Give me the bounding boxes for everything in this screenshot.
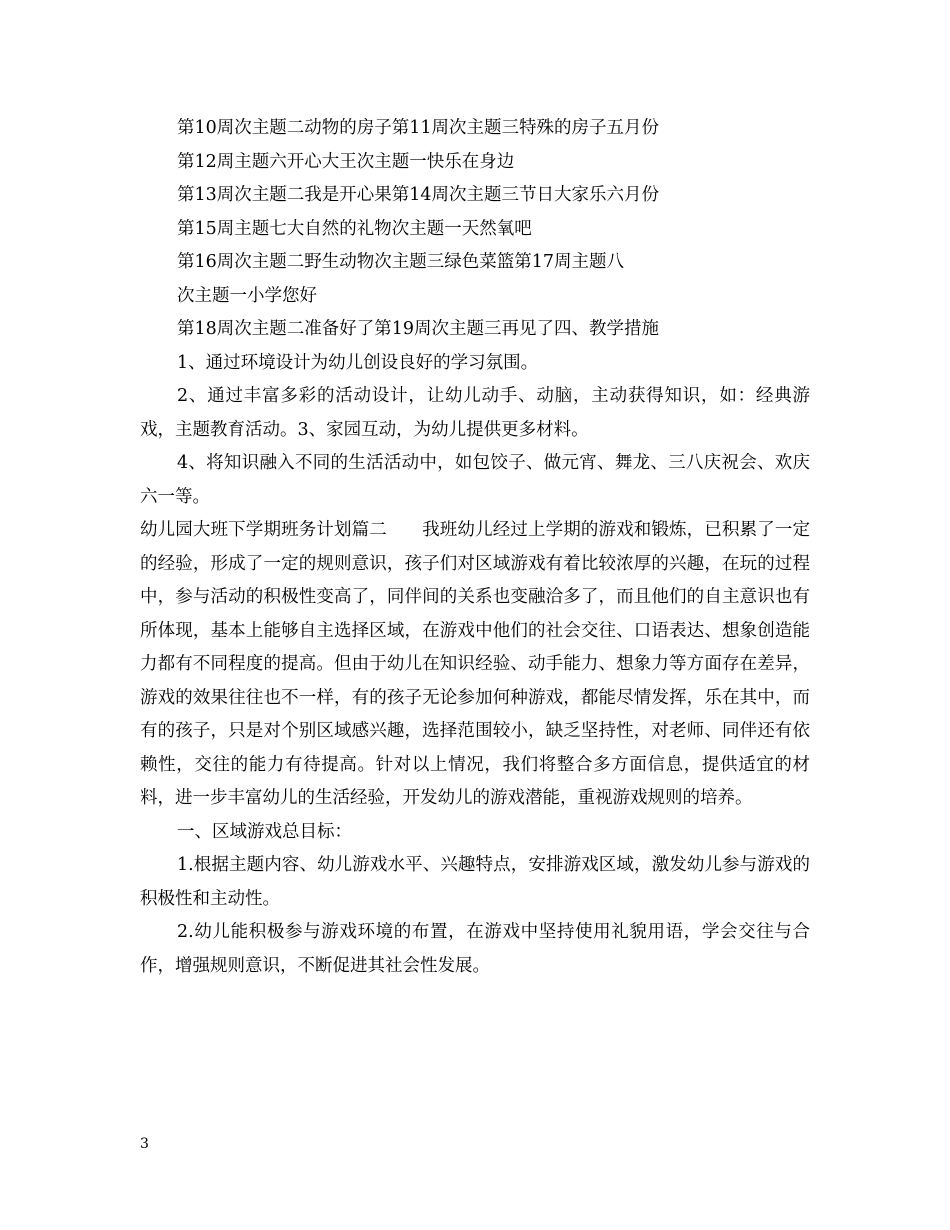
goal-item-1: 1.根据主题内容、幼儿游戏水平、兴趣特点，安排游戏区域，激发幼儿参与游戏的积极性和主动性。 [140,855,810,909]
schedule-line-subtopic: 次主题一小学您好 [177,285,317,306]
measure-paragraph-activities: 2、通过丰富多彩的活动设计，让幼儿动手、动脑，主动获得知识，如：经典游戏，主题教育活动。3、家园互动，为幼儿提供更多材料。 [140,386,810,440]
schedule-line-week-15: 第15周主题七大自然的礼物次主题一天然氧吧 [177,218,532,239]
schedule-line-week-12: 第12周主题六开心大王次主题一快乐在身边 [177,151,515,172]
page-number: 3 [140,1136,149,1152]
schedule-line-week-13: 第13周次主题二我是开心果第14周次主题三节日大家乐六月份 [177,185,660,205]
schedule-line-week-16: 第16周次主题二野生动物次主题三绿色菜篮第17周主题八 [177,252,625,272]
schedule-line-week-18: 第18周次主题二准备好了第19周次主题三再见了四、教学措施 [177,319,660,339]
measure-paragraph-knowledge: 4、将知识融入不同的生活活动中，如包饺子、做元宵、舞龙、三八庆祝会、欢庆六一等。 [140,453,810,507]
plan-paragraph: 幼儿园大班下学期班务计划篇二 我班幼儿经过上学期的游戏和锻炼，已积累了一定的经验，形成了一定的规则意识，孩子们对区域游戏有着比较浓厚的兴趣，在玩的过程中，参与活动的积极性变高了，同伴间的关系也变融洽多了，而且他们的自主意识也有所体现，基本上能够自主选择区域，在游戏中他们的社会交往、口语表达、想象创造能力都有不同程度的提高。但由于幼儿在知识经验、动手能力、想象力等方面存在差异，游戏的效果往往也不一样，有的孩子无论参加何种游戏，都能尽情发挥，乐在其中，而有的孩子，只是对个别区域感兴趣，选择范围较小，缺乏坚持性，对老师、同伴还有依赖性，交往的能力有待提高。针对以上情况，我们将整合多方面信息，提供适宜的材料，进一步丰富幼儿的生活经验，开发幼儿的游戏潜能，重视游戏规则的培养。 [140,520,810,808]
document-body [140,112,810,983]
goal-item-2: 2.幼儿能积极参与游戏环境的布置，在游戏中坚持使用礼貌用语，学会交往与合作，增强规则意识，不断促进其社会性发展。 [140,922,810,976]
section-heading-goals: 一、区域游戏总目标： [177,821,352,842]
schedule-line-week-10: 第10周次主题二动物的房子第11周次主题三特殊的房子五月份 [177,118,660,138]
measure-item-1: 1、通过环境设计为幼儿创设良好的学习氛围。 [177,352,539,373]
